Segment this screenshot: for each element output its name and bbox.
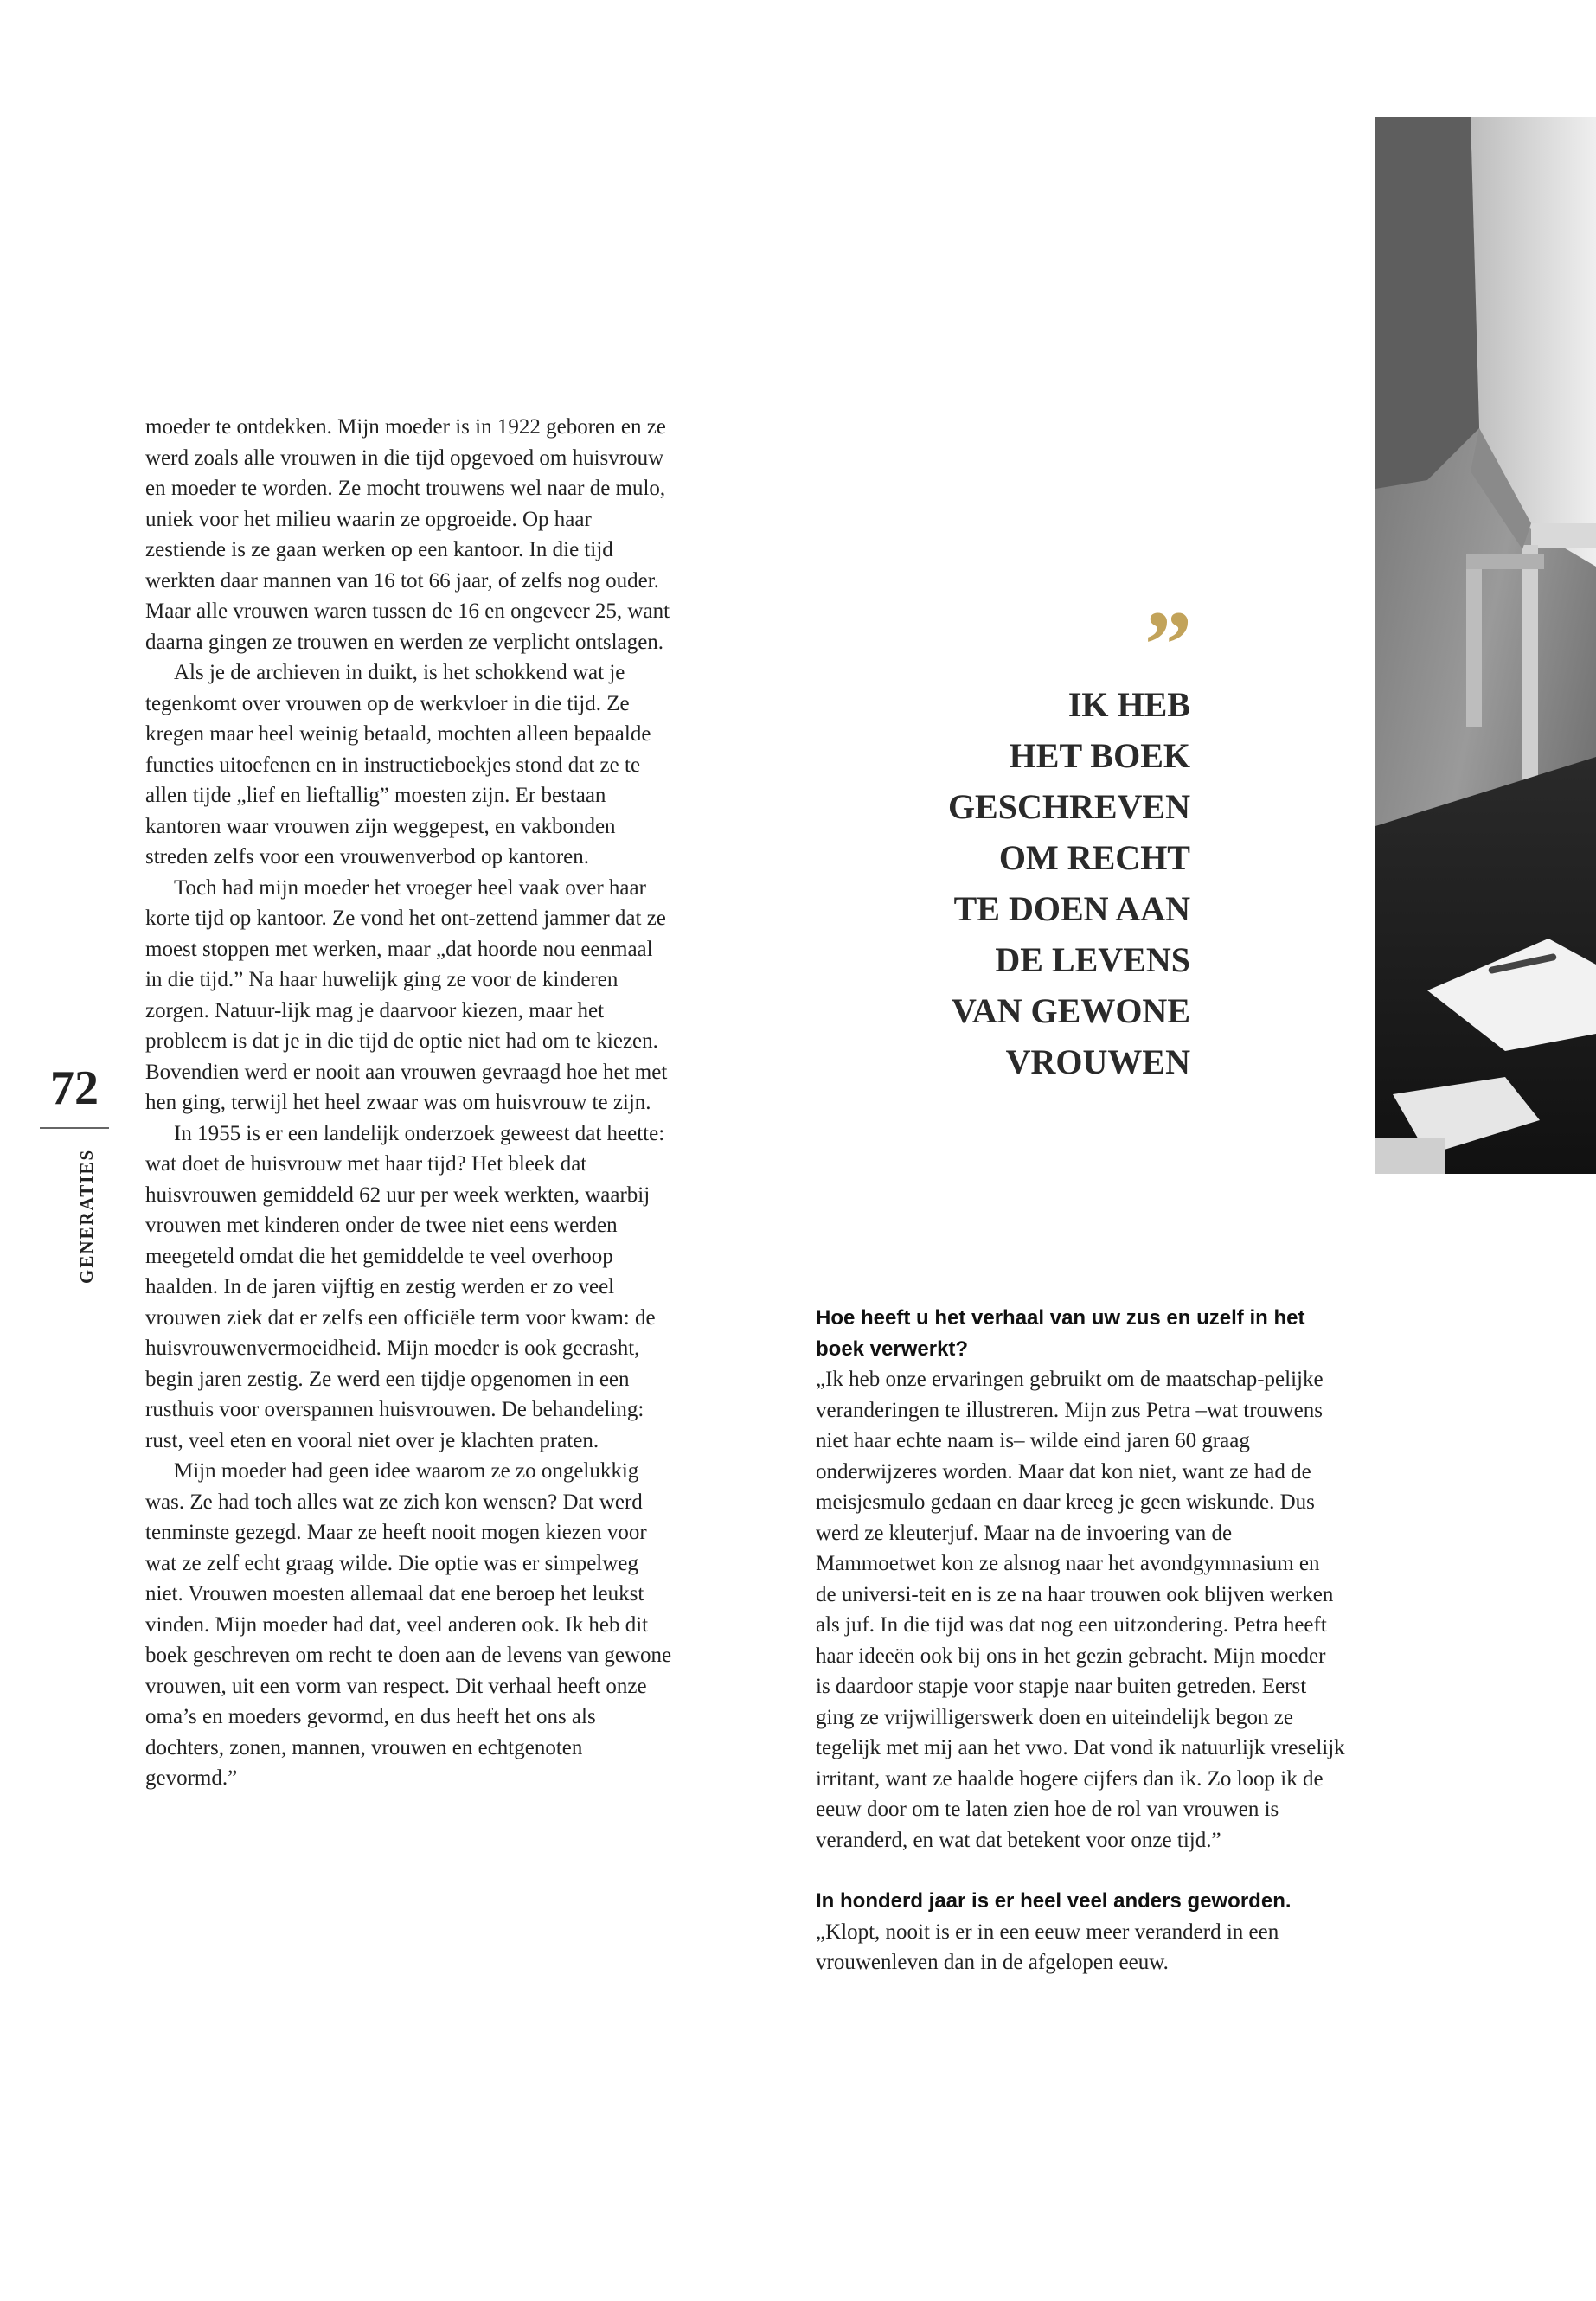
photo-crop xyxy=(1375,117,1596,1174)
interview-question: Hoe heeft u het verhaal van uw zus en uzelf in het boek verwerkt? xyxy=(816,1306,1305,1361)
section-label: GENERATIES xyxy=(76,1148,97,1284)
pull-quote-line: HET BOEK xyxy=(1009,736,1190,775)
pull-quote-line: TE DOEN AAN xyxy=(953,889,1190,928)
photo-illustration xyxy=(1375,117,1596,1174)
body-paragraph: Als je de archieven in duikt, is het schokkend wat je tegenkomt over vrouwen op de werkvloer in die tijd. Ze kregen maar heel weinig betaald, mochten alleen bepaalde functies uitoefenen en in instructieboekjes stond dat ze te allen tijde „lief en lieftallig” moesten zijn. Er bestaan kantoren waar vrouwen zijn weggepest, en vakbonden streden zelfs voor een vrouwenverbod op kantoren. xyxy=(145,661,651,868)
interview-answer: „Klopt, nooit is er in een eeuw meer veranderd in een vrouwenleven dan in de afgelopen eeuw. xyxy=(816,1920,1279,1974)
body-paragraph: Toch had mijn moeder het vroeger heel vaak over haar korte tijd op kantoor. Ze vond het ont-zettend jammer dat ze moest stoppen met werken, maar „dat hoorde nou eenmaal in die tijd.” Na haar huwelijk ging ze voor de kinderen zorgen. Natuur-lijk mag je daarvoor kiezen, maar het probleem is dat je in die tijd de optie niet had om te kiezen. Bovendien werd er nooit aan vrouwen gevraagd hoe het met hen ging, terwijl het heel zwaar was om huisvrouw te zijn. xyxy=(145,875,668,1114)
page-number: 72 xyxy=(50,1061,99,1115)
left-body-column xyxy=(145,412,675,1794)
right-body-column xyxy=(816,1303,1345,1978)
pull-quote-line: VAN GEWONE xyxy=(952,991,1190,1030)
body-paragraph: Mijn moeder had geen idee waarom ze zo ongelukkig was. Ze had toch alles wat ze zich kon wensen? Dat werd tenminste gezegd. Maar ze heeft nooit mogen kiezen voor wat ze zelf echt graag wilde. Die optie was er simpelweg niet. Vrouwen moesten allemaal dat ene beroep het leukst vinden. Mijn moeder had dat, veel anderen ook. Ik heb dit boek geschreven om recht te doen aan de levens van gewone vrouwen, uit een vorm van respect. Dit verhaal heeft onze oma’s en moeders gevormd, en dus heeft het ons als dochters, zonen, mannen, vrouwen en echtgenoten gevormd.” xyxy=(145,1459,672,1790)
quote-mark-icon: ” xyxy=(1144,592,1192,697)
pull-quote-line: IK HEB xyxy=(1067,685,1190,724)
body-paragraph: In 1955 is er een landelijk onderzoek geweest dat heette: wat doet de huisvrouw met haar tijd? Het bleek dat huisvrouwen gemiddeld 62 uur per week werkten, waarbij vrouwen met kinderen onder de twee niet eens werden meegeteld omdat die het gemiddelde te veel overhoop haalden. In de jaren vijftig en zestig werden er zo veel vrouwen ziek dat er zelfs een officiële term voor kwam: de huisvrouwenvermoeidheid. Mijn moeder is ook gecrasht, begin jaren zestig. Ze werd een tijdje opgenomen in een rusthuis voor overspannen huisvrouwen. De behandeling: rust, veel eten en vooral niet over je klachten praten. xyxy=(145,1121,665,1452)
pull-quote xyxy=(900,679,1190,1087)
pull-quote-line: GESCHREVEN xyxy=(947,787,1190,826)
spacer xyxy=(816,1856,1345,1886)
body-paragraph: moeder te ontdekken. Mijn moeder is in 1922 geboren en ze werd zoals alle vrouwen in die tijd opgevoed om huisvrouw en moeder te worden. Ze mocht trouwens wel naar de mulo, uniek voor het milieu waarin ze opgroeide. Op haar zestiende is ze gaan werken op een kantoor. In die tijd werkten daar mannen van 16 tot 66 jaar, of zelfs nog ouder. Maar alle vrouwen waren tussen de 16 en ongeveer 25, want daarna gingen ze trouwen en werden ze verplicht ontslagen. xyxy=(145,415,670,654)
interview-question: In honderd jaar is er heel veel anders geworden. xyxy=(816,1889,1292,1913)
page-number-divider xyxy=(40,1127,109,1129)
pull-quote-line: VROUWEN xyxy=(1005,1042,1190,1081)
pull-quote-line: DE LEVENS xyxy=(995,940,1190,979)
pull-quote-line: OM RECHT xyxy=(998,838,1190,877)
interview-answer: „Ik heb onze ervaringen gebruikt om de maatschap-pelijke veranderingen te illustreren. Mijn zus Petra –wat trouwens niet haar echte naam is– wilde eind jaren 60 graag onderwijzeres worden. Maar dat kon niet, want ze had de meisjesmulo gedaan en daar kreeg je geen wiskunde. Dus werd ze kleuterjuf. Maar na de invoering van de Mammoetwet kon ze alsnog naar het avondgymnasium en de universi-teit en is ze na haar trouwen ook blijven werken als juf. In die tijd was dat nog een uitzondering. Petra heeft haar ideeën ook bij ons in het gezin gebracht. Mijn moeder is daardoor stapje voor stapje naar buiten getreden. Eerst ging ze vrijwilligerswerk doen en uiteindelijk begon ze tegelijk met mij aan het vwo. Dat vond ik natuurlijk vreselijk irritant, want ze haalde hogere cijfers dan ik. Zo loop ik de eeuw door om te laten zien hoe de rol van vrouwen is veranderd, en wat dat betekent voor onze tijd.” xyxy=(816,1368,1345,1852)
